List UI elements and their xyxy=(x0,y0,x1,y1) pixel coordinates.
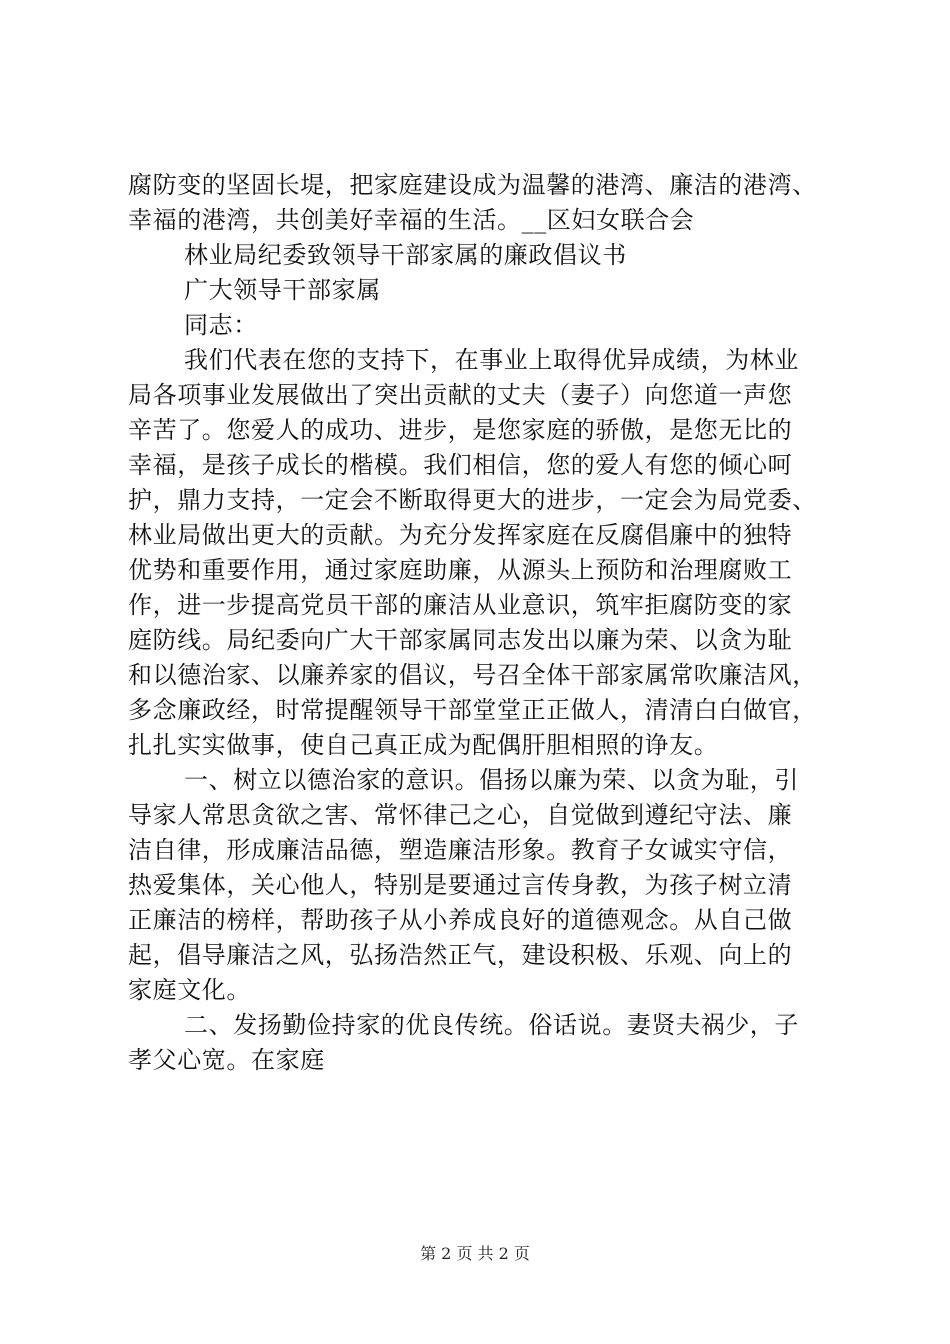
text-line: 起，倡导廉洁之风，弘扬浩然正气，建设积极、乐观、向上的 xyxy=(128,941,793,969)
text-line: 孝父心宽。在家庭 xyxy=(128,1046,325,1074)
text-line: 幸福，是孩子成长的楷模。我们相信，您的爱人有您的倾心呵 xyxy=(128,451,793,479)
text-line: 导家人常思贪欲之害、常怀律己之心，自觉做到遵纪守法、廉 xyxy=(128,801,793,829)
text-line: 辛苦了。您爱人的成功、进步，是您家庭的骄傲，是您无比的 xyxy=(128,416,793,444)
text-line: 护，鼎力支持，一定会不断取得更大的进步，一定会为局党委、 xyxy=(128,486,817,514)
text-line: 二、发扬勤俭持家的优良传统。俗话说。妻贤夫祸少，子 xyxy=(184,1011,799,1039)
text-line: 广大领导干部家属 xyxy=(184,276,381,304)
text-line: 扎扎实实做事，使自己真正成为配偶肝胆相照的诤友。 xyxy=(128,731,719,759)
text-line: 幸福的港湾，共创美好幸福的生活。__区妇女联合会 xyxy=(128,206,695,234)
text-line: 同志： xyxy=(184,311,258,339)
text-line: 洁自律，形成廉洁品德，塑造廉洁形象。教育子女诚实守信， xyxy=(128,836,793,864)
document-body xyxy=(128,168,832,1078)
text-line: 局各项事业发展做出了突出贡献的丈夫（妻子）向您道一声您 xyxy=(128,381,793,409)
text-line: 一、树立以德治家的意识。倡扬以廉为荣、以贪为耻，引 xyxy=(184,766,799,794)
text-line: 家庭文化。 xyxy=(128,976,251,1004)
text-line: 林业局纪委致领导干部家属的廉政倡议书 xyxy=(184,241,627,269)
text-line: 庭防线。局纪委向广大干部家属同志发出以廉为荣、以贪为耻 xyxy=(128,626,793,654)
text-line: 热爱集体，关心他人，特别是要通过言传身教，为孩子树立清 xyxy=(128,871,793,899)
text-line: 林业局做出更大的贡献。为充分发挥家庭在反腐倡廉中的独特 xyxy=(128,521,793,549)
text-line: 正廉洁的榜样，帮助孩子从小养成良好的道德观念。从自己做 xyxy=(128,906,793,934)
text-line: 优势和重要作用，通过家庭助廉，从源头上预防和治理腐败工 xyxy=(128,556,793,584)
page-footer: 第 2 页 共 2 页 xyxy=(420,1244,530,1263)
text-line: 腐防变的坚固长堤，把家庭建设成为温馨的港湾、廉洁的港湾、 xyxy=(128,171,817,199)
text-line: 我们代表在您的支持下，在事业上取得优异成绩，为林业 xyxy=(184,346,799,374)
text-line: 和以德治家、以廉养家的倡议，号召全体干部家属常吹廉洁风， xyxy=(128,661,817,689)
text-line: 作，进一步提高党员干部的廉洁从业意识，筑牢拒腐防变的家 xyxy=(128,591,793,619)
text-line: 多念廉政经，时常提醒领导干部堂堂正正做人，清清白白做官， xyxy=(128,696,817,724)
